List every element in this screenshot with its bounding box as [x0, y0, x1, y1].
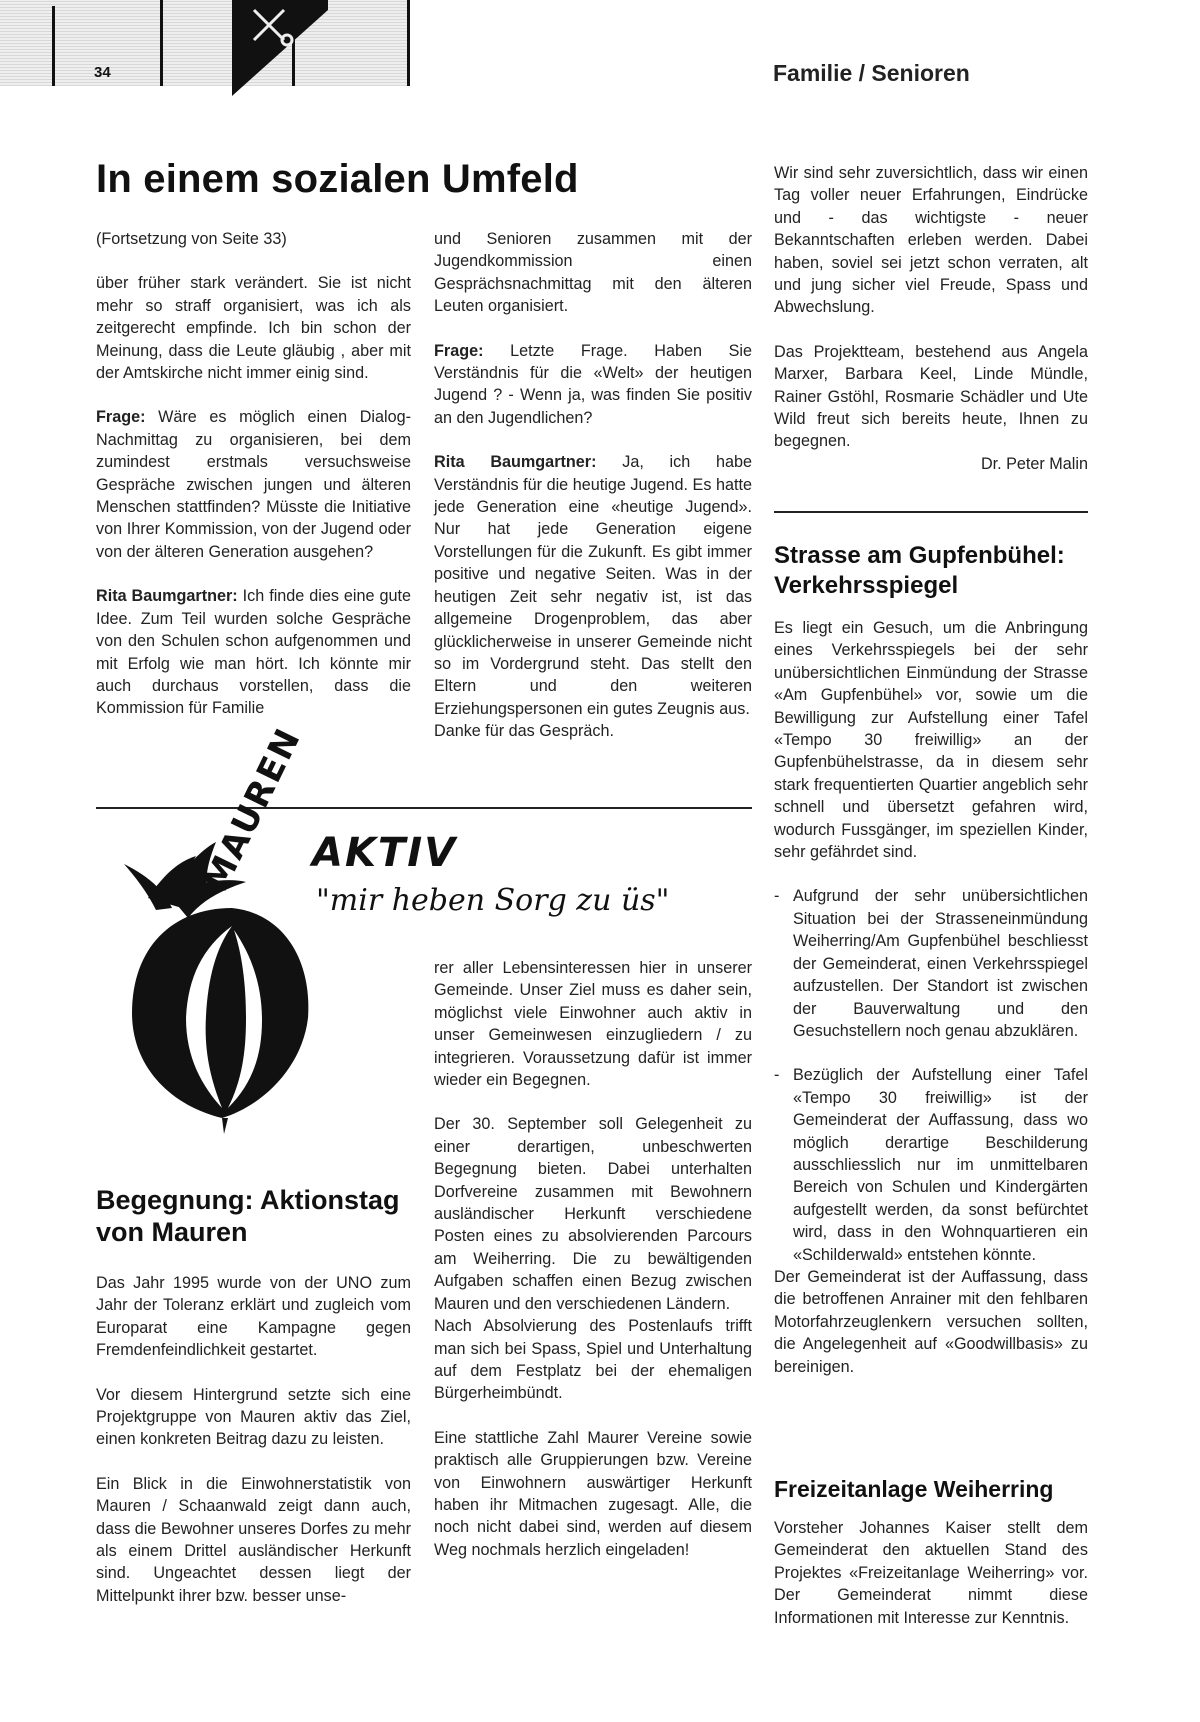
municipal-emblem-icon: [232, 0, 328, 96]
article-column-2: [434, 228, 752, 743]
divider-right: [774, 511, 1088, 513]
interview-answer: [434, 451, 752, 742]
paragraph: Der 30. September soll Gelegenheit zu einer derartigen, unbeschwerten Begegnung bieten. Dabei unterhalten Dorfvereine zusammen mit Bewohnern ausländischer Herkunft verschiedene Posten eines zu absolvierenden Parcours am Weiherring. Die zu bewältigenden Aufgaben schaffen einen Bezug zwischen Mauren und den verschiedenen Ländern.: [434, 1115, 752, 1313]
interview-answer: [96, 585, 411, 719]
interview-question: [434, 340, 752, 430]
answer-text: Ja, ich habe Verständnis für die heutige Jugend. Es hatte jede Generation eine «heutige Jugend». Nur hat jede Generation eigene Vorstellungen für die Zukunft. Es gibt immer positive und negative Seiten. Was in der heutigen Zeit sehr negativ ist, ist das allgemeine Drogenproblem, das aber glücklicherweise in unserer Gemeinde nicht so im Vordergrund steht. Das stellt den Eltern und den weiteren Erziehungspersonen ein gutes Zeugnis aus.: [434, 453, 753, 718]
logo-slogan: "mir heben Sorg zu üs": [316, 883, 670, 918]
answer-text: Ich finde dies eine gute Idee. Zum Teil wurden solche Gespräche von den Schulen schon aufgenommen und mit Erfolg wie man hört. Ich könnte mir auch durchaus vorstellen, dass die Kommission für Familie: [96, 587, 412, 718]
paragraph: Vorsteher Johannes Kaiser stellt dem Gemeinderat den aktuellen Stand des Projektes «Freizeitanlage Weiherring» vor. Der Gemeinderat nimmt diese Informationen mit Interesse zur Kenntnis.: [774, 1519, 1088, 1627]
header-bar: [407, 0, 410, 86]
paragraph: Eine stattliche Zahl Maurer Vereine sowie praktisch alle Gruppierungen bzw. Vereine von Einwohnern auswärtiger Herkunft haben ihr Mitmachen zugesagt. Alle, die noch nicht dabei sind, werden auf diesem Weg nochmals herzlich eingeladen!: [434, 1428, 752, 1559]
section-title: Familie / Senioren: [773, 60, 970, 86]
answer-label: Rita Baumgartner:: [96, 587, 238, 606]
begegnung-column-2: [434, 957, 752, 1561]
header-bar: [160, 0, 163, 86]
interview-question: [96, 406, 411, 563]
page-number: 34: [94, 64, 111, 81]
answer-label: Rita Baumgartner:: [434, 453, 597, 472]
paragraph: und Senioren zusammen mit der Jugendkommission einen Gesprächsnachmittag mit den älteren Leuten organisiert.: [434, 230, 752, 316]
begegnung-column-1: [96, 1272, 411, 1607]
decision-list: [774, 885, 1088, 1266]
paragraph: Das Jahr 1995 wurde von der UNO zum Jahr der Toleranz erklärt und zugleich vom Europarat eine Kampagne gegen Fremdenfeindlichkeit gestartet.: [96, 1274, 411, 1360]
article-headline: In einem sozialen Umfeld: [96, 157, 579, 201]
paragraph: Vor diesem Hintergrund setzte sich eine Projektgruppe von Mauren aktiv das Ziel, einen konkreten Beitrag dazu zu leisten.: [96, 1385, 411, 1449]
thanks-line: Danke für das Gespräch.: [434, 722, 614, 741]
paragraph: Es liegt ein Gesuch, um die Anbringung eines Verkehrsspiegels bei der sehr unübersichtlichen Einmündung der Strasse «Am Gupfenbühel» vor, sowie um die Bewilligung zur Aufstellung einer Tafel «Tempo 30 freiwillig» an der Gupfenbühelstrasse, da in diesem sehr stark frequentierten Quartier angeblich sehr schnell und übersetzt gefahren wird, wodurch Fussgänger, im speziellen Kinder, sehr gefährdet sind.: [774, 619, 1088, 862]
list-item: - Bezüglich der Aufstellung einer Tafel «Tempo 30 freiwillig» ist der Gemeinderat der Auffassung, dass wo möglich derartige Beschilderung ausschliesslich nur im unmittelbaren Bereich von Schulen und Kindergärten aufgestellt werden, da sonst befürchtet wird, dass in den Wohnquartieren ein «Schilderwald» entstehen könnte.: [774, 1064, 1088, 1266]
paragraph: Wir sind sehr zuversichtlich, dass wir einen Tag voller neuer Erfahrungen, Eindrücke und - das wichtigste - neuer Bekanntschaften erleben werden. Dabei haben, soviel sei jetzt schon verraten, alt und jung sicher viel Freude, Spass und Abwechslung.: [774, 164, 1088, 317]
paragraph: rer aller Lebensinteressen hier in unserer Gemeinde. Unser Ziel muss es daher sein, möglichst viele Einwohner auch aktiv in unser Gemeinwesen einzugliedern / zu integrieren. Voraussetzung dafür ist immer wieder ein Begegnen.: [434, 959, 752, 1090]
question-text: Wäre es möglich einen Dialog-Nachmittag zu organisieren, bei dem zumindest erstmals versuchsweise Gespräche zwischen jungen und älteren Menschen stattfinden? Müsste die Initiative von Ihrer Kommission, von der Jugend oder von der älteren Generation ausgehen?: [96, 408, 412, 561]
header-strip: [0, 0, 410, 86]
list-item: - Aufgrund der sehr unübersichtlichen Situation bei der Strasseneinmündung Weiherring/Am Gupfenbühel beschliesst der Gemeinderat, einen Verkehrsspiegel aufzustellen. Der Standort ist zwischen der Bauverwaltung und den Gesuchstellern noch genau abzuklären.: [774, 885, 1088, 1042]
paragraph: Ein Blick in die Einwohnerstatistik von Mauren / Schaanwald zeigt dann auch, dass die Bewohner unseres Dorfes zu mehr als einem Drittel ausländischer Herkunft sind. Ungeachtet dessen liegt der Mittelpunkt ihrer bzw. besser unse-: [96, 1474, 411, 1605]
freizeit-column: [774, 1517, 1088, 1629]
strasse-column: [774, 617, 1088, 1378]
author-signature: Dr. Peter Malin: [980, 454, 1088, 473]
continuation-note: (Fortsetzung von Seite 33): [96, 230, 287, 248]
strasse-heading: Strasse am Gupfenbühel: Verkehrsspiegel: [774, 542, 1065, 599]
divider-left: [96, 807, 752, 809]
right-column-continuation: [774, 162, 1088, 475]
mauren-logo-word: MAUREN: [196, 721, 310, 898]
question-text: Letzte Frage. Haben Sie Verständnis für die «Welt» der heutigen Jugend ? - Wenn ja, was finden Sie positiv an den Jugendlichen?: [434, 341, 752, 427]
paragraph: Das Projektteam, bestehend aus Angela Marxer, Barbara Keel, Linde Mündle, Rainer Gstöhl, Rosmarie Schädler und Ute Wild freut sich bereits heute, Ihnen zu begegnen.: [774, 342, 1088, 451]
aktiv-logo-word: AKTIV: [312, 830, 458, 876]
header-bar: [52, 6, 55, 86]
article-column-1: [96, 228, 411, 720]
freizeit-heading: Freizeitanlage Weiherring: [774, 1476, 1054, 1502]
question-label: Frage:: [96, 408, 146, 427]
question-label: Frage:: [434, 341, 484, 360]
paragraph: Nach Absolvierung des Postenlaufs trifft man sich bei Spass, Spiel und Unterhaltung auf dem Festplatz bei der ehemaligen Bürgerheimbündt.: [434, 1317, 752, 1403]
paragraph: über früher stark verändert. Sie ist nicht mehr so straff organisiert, was ich als zeitgerecht empfinde. Ich bin schon der Meinung, dass die Leute gläubig , aber mit der Amtskirche nicht immer einig sind.: [96, 274, 411, 383]
paragraph: Der Gemeinderat ist der Auffassung, dass die betroffenen Anrainer mit den fehlbaren Motorfahrzeuglenkern versuchen sollten, die Angelegenheit auf «Goodwillbasis» zu bereinigen.: [774, 1267, 1088, 1376]
begegnung-heading: Begegnung: Aktionstag von Mauren: [96, 1185, 400, 1247]
